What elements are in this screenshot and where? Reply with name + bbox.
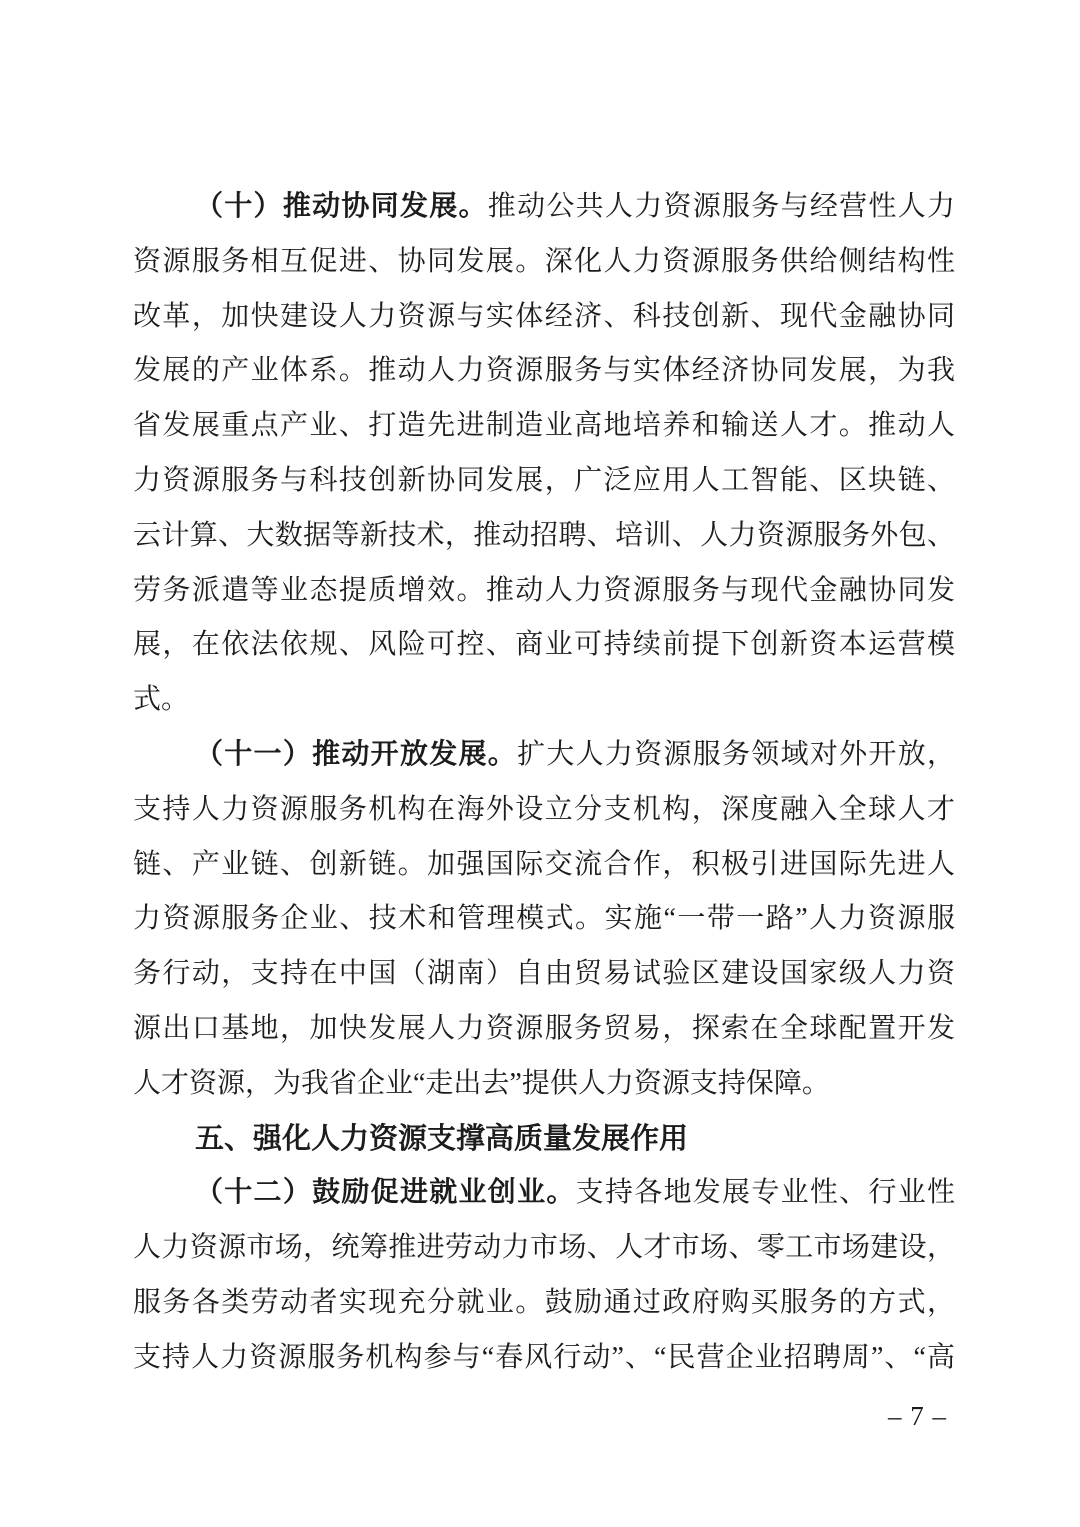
text-line: 省发展重点产业、打造先进制造业高地培养和输送人才。推动人 xyxy=(133,410,955,442)
text-line: 支持人力资源服务机构在海外设立分支机构，深度融入全球人才 xyxy=(133,793,955,825)
paragraph-lead-in: （十二）鼓励促进就业创业。 xyxy=(195,1177,576,1209)
text-line: 链、产业链、创新链。加强国际交流合作，积极引进国际先进人 xyxy=(133,848,955,880)
text-line: 发展的产业体系。推动人力资源服务与实体经济协同发展，为我 xyxy=(133,355,955,387)
text-line: 人力资源市场，统筹推进劳动力市场、人才市场、零工市场建设， xyxy=(133,1232,955,1264)
text-line: 式。 xyxy=(133,684,190,716)
text-line: 资源服务相互促进、协同发展。深化人力资源服务供给侧结构性 xyxy=(133,245,955,277)
document-body xyxy=(133,180,955,1386)
text-line: 力资源服务与科技创新协同发展，广泛应用人工智能、区块链、 xyxy=(133,464,955,496)
text-line: 务行动，支持在中国（湖南）自由贸易试验区建设国家级人力资 xyxy=(133,958,955,990)
paragraph-lead-in: （十）推动协同发展。 xyxy=(195,191,488,222)
text-line: 服务各类劳动者实现充分就业。鼓励通过政府购买服务的方式， xyxy=(133,1286,955,1318)
section-heading: 五、强化人力资源支撑高质量发展作用 xyxy=(195,1122,689,1155)
text-line: （十一）推动开放发展。扩大人力资源服务领域对外开放， xyxy=(195,738,955,770)
text-line: 云计算、大数据等新技术，推动招聘、培训、人力资源服务外包、 xyxy=(133,519,955,551)
text-line: 力资源服务企业、技术和管理模式。实施“一带一路”人力资源服 xyxy=(133,903,955,935)
text-line: （十）推动协同发展。推动公共人力资源服务与经营性人力 xyxy=(195,191,955,222)
paragraph-lead-in: （十一）推动开放发展。 xyxy=(195,738,518,770)
text-line: （十二）鼓励促进就业创业。支持各地发展专业性、行业性 xyxy=(195,1177,955,1209)
text-line: 劳务派遣等业态提质增效。推动人力资源服务与现代金融协同发 xyxy=(133,574,955,606)
page-number: – 7 – xyxy=(888,1401,947,1431)
text-line: 展，在依法依规、风险可控、商业可持续前提下创新资本运营模 xyxy=(133,629,955,661)
text-line: 源出口基地，加快发展人力资源服务贸易，探索在全球配置开发 xyxy=(133,1012,955,1044)
text-line: 人才资源，为我省企业“走出去”提供人力资源支持保障。 xyxy=(133,1067,830,1099)
text-line: 支持人力资源服务机构参与“春风行动”、“民营企业招聘周”、“高 xyxy=(133,1341,955,1373)
text-line: 改革，加快建设人力资源与实体经济、科技创新、现代金融协同 xyxy=(133,300,955,332)
